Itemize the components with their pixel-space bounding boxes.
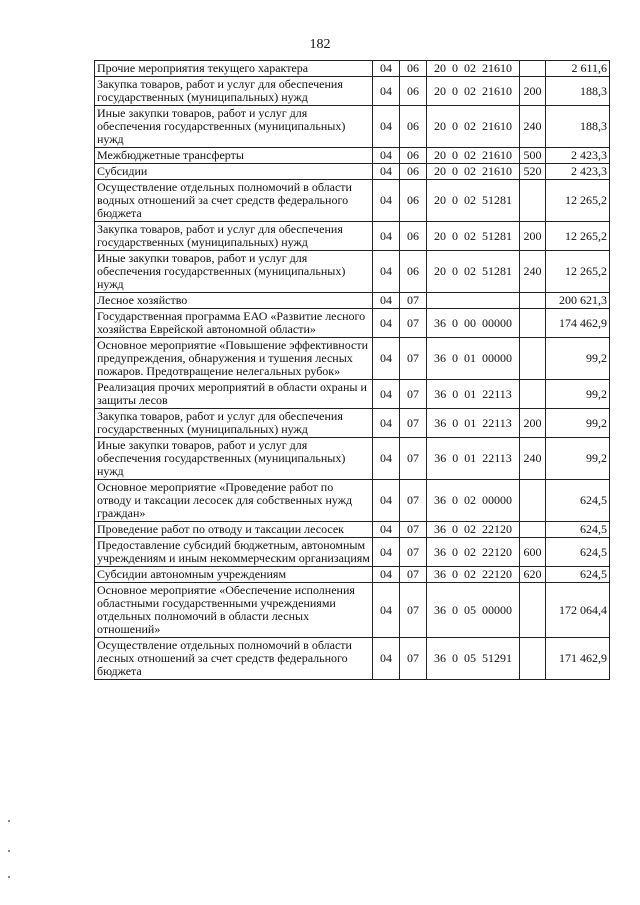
row-section-code: 04	[373, 77, 400, 106]
row-target-article: 36 0 05 00000	[427, 583, 520, 638]
row-target-article: 36 0 02 22120	[427, 567, 520, 583]
row-section-code: 04	[373, 522, 400, 538]
row-expense-type: 500	[520, 148, 546, 164]
table-row	[95, 61, 610, 77]
row-target-article: 36 0 01 22113	[427, 409, 520, 438]
row-expense-type	[520, 293, 546, 309]
row-expense-type: 200	[520, 222, 546, 251]
row-subsection-code: 06	[400, 164, 427, 180]
row-section-code: 04	[373, 293, 400, 309]
table-row	[95, 338, 610, 380]
row-name: Осуществление отдельных полномочий в области лесных отношений за счет средств федерального бюджета	[95, 638, 373, 680]
row-name: Иные закупки товаров, работ и услуг для обеспечения государственных (муниципальных) нужд	[95, 251, 373, 293]
row-target-article: 36 0 01 22113	[427, 438, 520, 480]
row-section-code: 04	[373, 583, 400, 638]
row-subsection-code: 06	[400, 61, 427, 77]
row-amount: 171 462,9	[546, 638, 610, 680]
table-row	[95, 380, 610, 409]
row-expense-type: 200	[520, 409, 546, 438]
row-expense-type	[520, 61, 546, 77]
table-row	[95, 438, 610, 480]
row-amount: 624,5	[546, 480, 610, 522]
row-expense-type	[520, 480, 546, 522]
page-number: 182	[309, 37, 331, 52]
table-row	[95, 480, 610, 522]
table-row	[95, 164, 610, 180]
row-subsection-code: 06	[400, 77, 427, 106]
row-amount: 174 462,9	[546, 309, 610, 338]
scan-artifacts	[8, 820, 12, 880]
row-target-article: 20 0 02 51281	[427, 180, 520, 222]
row-section-code: 04	[373, 222, 400, 251]
row-expense-type	[520, 180, 546, 222]
row-expense-type	[520, 583, 546, 638]
row-amount: 12 265,2	[546, 180, 610, 222]
row-amount: 200 621,3	[546, 293, 610, 309]
row-section-code: 04	[373, 409, 400, 438]
row-name: Осуществление отдельных полномочий в области водных отношений за счет средств федерального бюджета	[95, 180, 373, 222]
row-amount: 188,3	[546, 77, 610, 106]
row-amount: 172 064,4	[546, 583, 610, 638]
row-target-article: 20 0 02 21610	[427, 77, 520, 106]
row-subsection-code: 07	[400, 309, 427, 338]
row-subsection-code: 07	[400, 438, 427, 480]
table-row	[95, 77, 610, 106]
row-name: Государственная программа ЕАО «Развитие лесного хозяйства Еврейской автономной области»	[95, 309, 373, 338]
row-expense-type	[520, 638, 546, 680]
row-target-article: 36 0 02 00000	[427, 480, 520, 522]
row-name: Основное мероприятие «Повышение эффективности предупреждения, обнаружения и тушения лесных пожаров. Предотвращение нелегальных рубок»	[95, 338, 373, 380]
row-target-article: 20 0 02 21610	[427, 164, 520, 180]
row-expense-type: 240	[520, 251, 546, 293]
row-name: Основное мероприятие «Обеспечение исполнения областными государственными учреждениями отдельных полномочий в области лесных отношений»	[95, 583, 373, 638]
row-expense-type	[520, 338, 546, 380]
row-name: Проведение работ по отводу и таксации лесосек	[95, 522, 373, 538]
table-row	[95, 309, 610, 338]
row-target-article: 20 0 02 51281	[427, 222, 520, 251]
row-target-article: 20 0 02 21610	[427, 106, 520, 148]
row-section-code: 04	[373, 638, 400, 680]
row-expense-type	[520, 309, 546, 338]
row-target-article: 20 0 02 21610	[427, 148, 520, 164]
row-target-article: 36 0 02 22120	[427, 522, 520, 538]
row-target-article: 36 0 01 22113	[427, 380, 520, 409]
row-subsection-code: 06	[400, 251, 427, 293]
row-expense-type: 620	[520, 567, 546, 583]
row-section-code: 04	[373, 480, 400, 522]
row-subsection-code: 07	[400, 480, 427, 522]
table-row	[95, 583, 610, 638]
row-amount: 12 265,2	[546, 251, 610, 293]
row-amount: 12 265,2	[546, 222, 610, 251]
budget-table	[94, 60, 610, 680]
row-target-article	[427, 293, 520, 309]
row-name: Предоставление субсидий бюджетным, автономным учреждениям и иным некоммерческим организациям	[95, 538, 373, 567]
row-section-code: 04	[373, 380, 400, 409]
row-subsection-code: 07	[400, 338, 427, 380]
row-name: Лесное хозяйство	[95, 293, 373, 309]
row-name: Межбюджетные трансферты	[95, 148, 373, 164]
row-subsection-code: 07	[400, 409, 427, 438]
row-amount: 99,2	[546, 438, 610, 480]
row-target-article: 36 0 05 51291	[427, 638, 520, 680]
row-name: Реализация прочих мероприятий в области охраны и защиты лесов	[95, 380, 373, 409]
row-amount: 99,2	[546, 409, 610, 438]
row-expense-type	[520, 380, 546, 409]
row-section-code: 04	[373, 309, 400, 338]
table-row	[95, 293, 610, 309]
row-section-code: 04	[373, 106, 400, 148]
row-amount: 188,3	[546, 106, 610, 148]
row-target-article: 20 0 02 21610	[427, 61, 520, 77]
table-row	[95, 106, 610, 148]
row-subsection-code: 07	[400, 538, 427, 567]
table-row	[95, 522, 610, 538]
row-name: Закупка товаров, работ и услуг для обеспечения государственных (муниципальных) нужд	[95, 222, 373, 251]
row-section-code: 04	[373, 338, 400, 380]
row-name: Иные закупки товаров, работ и услуг для обеспечения государственных (муниципальных) нужд	[95, 106, 373, 148]
table-row	[95, 251, 610, 293]
row-expense-type	[520, 522, 546, 538]
row-name: Субсидии	[95, 164, 373, 180]
row-expense-type: 200	[520, 77, 546, 106]
row-amount: 99,2	[546, 380, 610, 409]
row-section-code: 04	[373, 180, 400, 222]
row-section-code: 04	[373, 148, 400, 164]
row-subsection-code: 06	[400, 148, 427, 164]
table-row	[95, 567, 610, 583]
row-target-article: 36 0 02 22120	[427, 538, 520, 567]
table-row	[95, 538, 610, 567]
row-subsection-code: 07	[400, 522, 427, 538]
row-name: Закупка товаров, работ и услуг для обеспечения государственных (муниципальных) нужд	[95, 409, 373, 438]
row-section-code: 04	[373, 164, 400, 180]
table-row	[95, 222, 610, 251]
row-expense-type: 520	[520, 164, 546, 180]
row-name: Иные закупки товаров, работ и услуг для обеспечения государственных (муниципальных) нужд	[95, 438, 373, 480]
row-subsection-code: 07	[400, 567, 427, 583]
row-name: Основное мероприятие «Проведение работ по отводу и таксации лесосек для собственных нужд граждан»	[95, 480, 373, 522]
row-subsection-code: 07	[400, 293, 427, 309]
row-amount: 2 423,3	[546, 148, 610, 164]
row-section-code: 04	[373, 538, 400, 567]
row-subsection-code: 07	[400, 583, 427, 638]
row-name: Закупка товаров, работ и услуг для обеспечения государственных (муниципальных) нужд	[95, 77, 373, 106]
row-amount: 2 423,3	[546, 164, 610, 180]
row-section-code: 04	[373, 61, 400, 77]
row-subsection-code: 06	[400, 180, 427, 222]
row-subsection-code: 07	[400, 380, 427, 409]
budget-table-body	[95, 61, 610, 680]
row-expense-type: 240	[520, 106, 546, 148]
table-row	[95, 180, 610, 222]
row-subsection-code: 06	[400, 222, 427, 251]
row-section-code: 04	[373, 251, 400, 293]
row-name: Субсидии автономным учреждениям	[95, 567, 373, 583]
row-expense-type: 600	[520, 538, 546, 567]
row-amount: 624,5	[546, 522, 610, 538]
row-amount: 624,5	[546, 567, 610, 583]
row-amount: 99,2	[546, 338, 610, 380]
row-target-article: 36 0 00 00000	[427, 309, 520, 338]
row-section-code: 04	[373, 567, 400, 583]
table-row	[95, 148, 610, 164]
row-subsection-code: 06	[400, 106, 427, 148]
row-amount: 2 611,6	[546, 61, 610, 77]
row-amount: 624,5	[546, 538, 610, 567]
row-name: Прочие мероприятия текущего характера	[95, 61, 373, 77]
table-row	[95, 409, 610, 438]
table-row	[95, 638, 610, 680]
row-target-article: 20 0 02 51281	[427, 251, 520, 293]
row-expense-type: 240	[520, 438, 546, 480]
row-target-article: 36 0 01 00000	[427, 338, 520, 380]
row-subsection-code: 07	[400, 638, 427, 680]
row-section-code: 04	[373, 438, 400, 480]
